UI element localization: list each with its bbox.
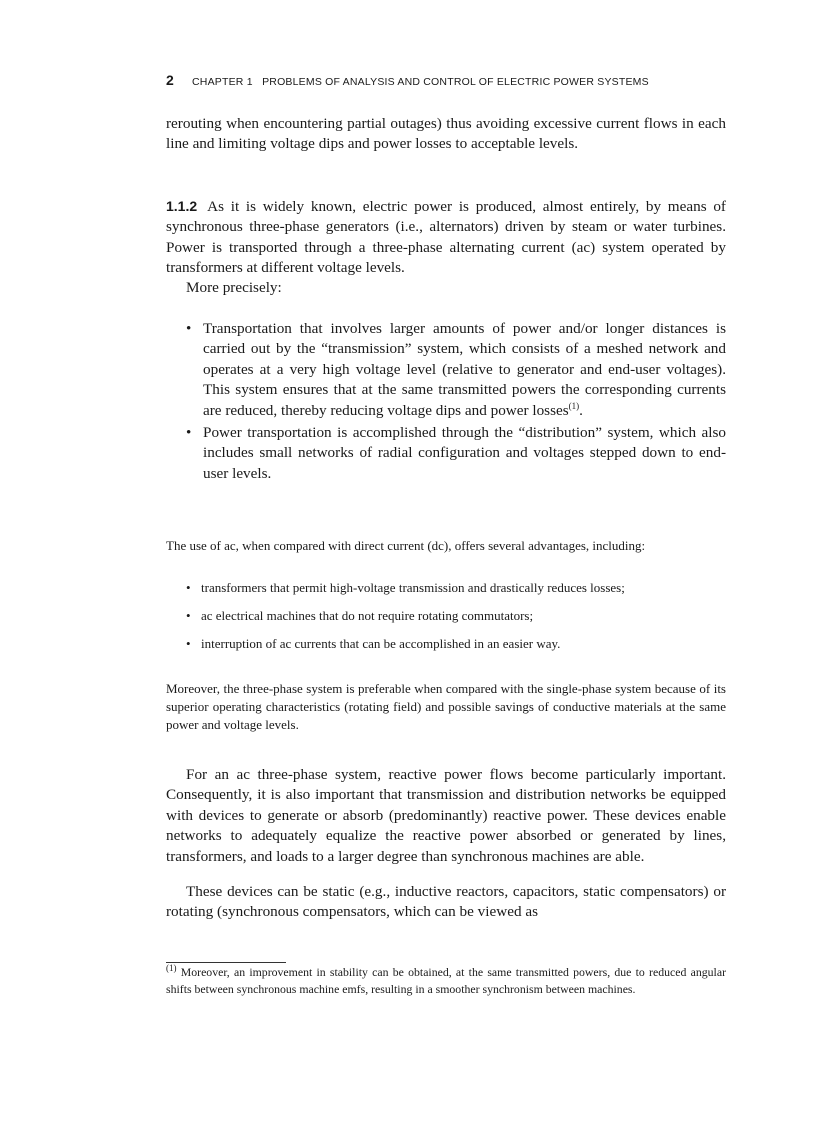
footnote-rule <box>166 962 286 963</box>
bullet-icon: • <box>186 580 191 595</box>
list-item <box>186 423 726 484</box>
intro-paragraph: rerouting when encountering partial outages) thus avoiding excessive current flows in each line and limiting voltage dips and power losses to acceptable levels. <box>166 115 726 153</box>
advantage-text: transformers that permit high-voltage transmission and drastically reduces losses; <box>201 580 625 595</box>
system-bullet-list <box>186 319 726 486</box>
ac-advantages-intro: The use of ac, when compared with direct current (dc), offers several advantages, including: <box>166 538 646 553</box>
list-item <box>186 319 726 421</box>
running-title: CHAPTER 1 PROBLEMS OF ANALYSIS AND CONTROL OF ELECTRIC POWER SYSTEMS <box>192 76 649 88</box>
running-header <box>166 72 726 88</box>
footnote-marker: (1) <box>166 963 177 974</box>
list-item <box>186 635 726 663</box>
three-phase-paragraph: Moreover, the three-phase system is preferable when compared with the single-phase system because of its superior operating characteristics (rotating field) and possible savings of conductive materials at the same power and voltage levels. <box>166 681 726 732</box>
bullet-icon: • <box>186 320 192 337</box>
section-paragraph <box>166 196 726 279</box>
list-item <box>186 579 726 607</box>
page-number: 2 <box>166 72 174 88</box>
section-number: 1.1.2 <box>166 198 198 214</box>
bullet-icon: • <box>186 424 192 442</box>
footnote <box>166 964 726 997</box>
bullet-text: Transportation that involves larger amounts of power and/or longer distances is carried out by the “transmission” system, which consists of a meshed network and operates at a very high voltage level (relative to generator and end-user voltages). This system ensures that at the same transmitted powers the corresponding currents are reduced, thereby reducing voltage dips and power losses <box>203 320 726 419</box>
footnote-ref: (1) <box>568 400 580 411</box>
list-item <box>186 607 726 635</box>
advantage-text: interruption of ac currents that can be accomplished in an easier way. <box>201 636 561 651</box>
bullet-icon: • <box>186 608 191 623</box>
advantage-text: ac electrical machines that do not require rotating commutators; <box>201 608 534 623</box>
bullet-text: Power transportation is accomplished through the “distribution” system, which also includes small networks of radial configuration and voltages stepped down to end-user levels. <box>203 424 726 482</box>
bullet-icon: • <box>186 636 191 651</box>
section-text: As it is widely known, electric power is produced, almost entirely, by means of synchronous three-phase generators (i.e., alternators) driven by steam or water turbines. Power is transported through a three-phase alternating current (ac) system operated by transformers at different voltage levels. <box>166 198 726 277</box>
devices-paragraph: These devices can be static (e.g., inductive reactors, capacitors, static compensators) or rotating (synchronous compensators, which can be viewed as <box>166 883 726 921</box>
bullet-tail: . <box>579 401 583 419</box>
ac-advantages-list <box>186 579 726 663</box>
more-precisely-line: More precisely: <box>186 279 282 296</box>
footnote-text: Moreover, an improvement in stability can be obtained, at the same transmitted powers, due to reduced angular shifts between synchronous machine emfs, resulting in a smoother synchronism between machines. <box>166 965 727 996</box>
reactive-power-paragraph: For an ac three-phase system, reactive power flows become particularly important. Consequently, it is also important that transmission and distribution networks be equipped with devices to generate or absorb (predominantly) reactive power. These devices enable networks to adequately equalize the reactive power absorbed or generated by lines, transformers, and loads to a larger degree than synchronous machines are able. <box>166 766 726 865</box>
